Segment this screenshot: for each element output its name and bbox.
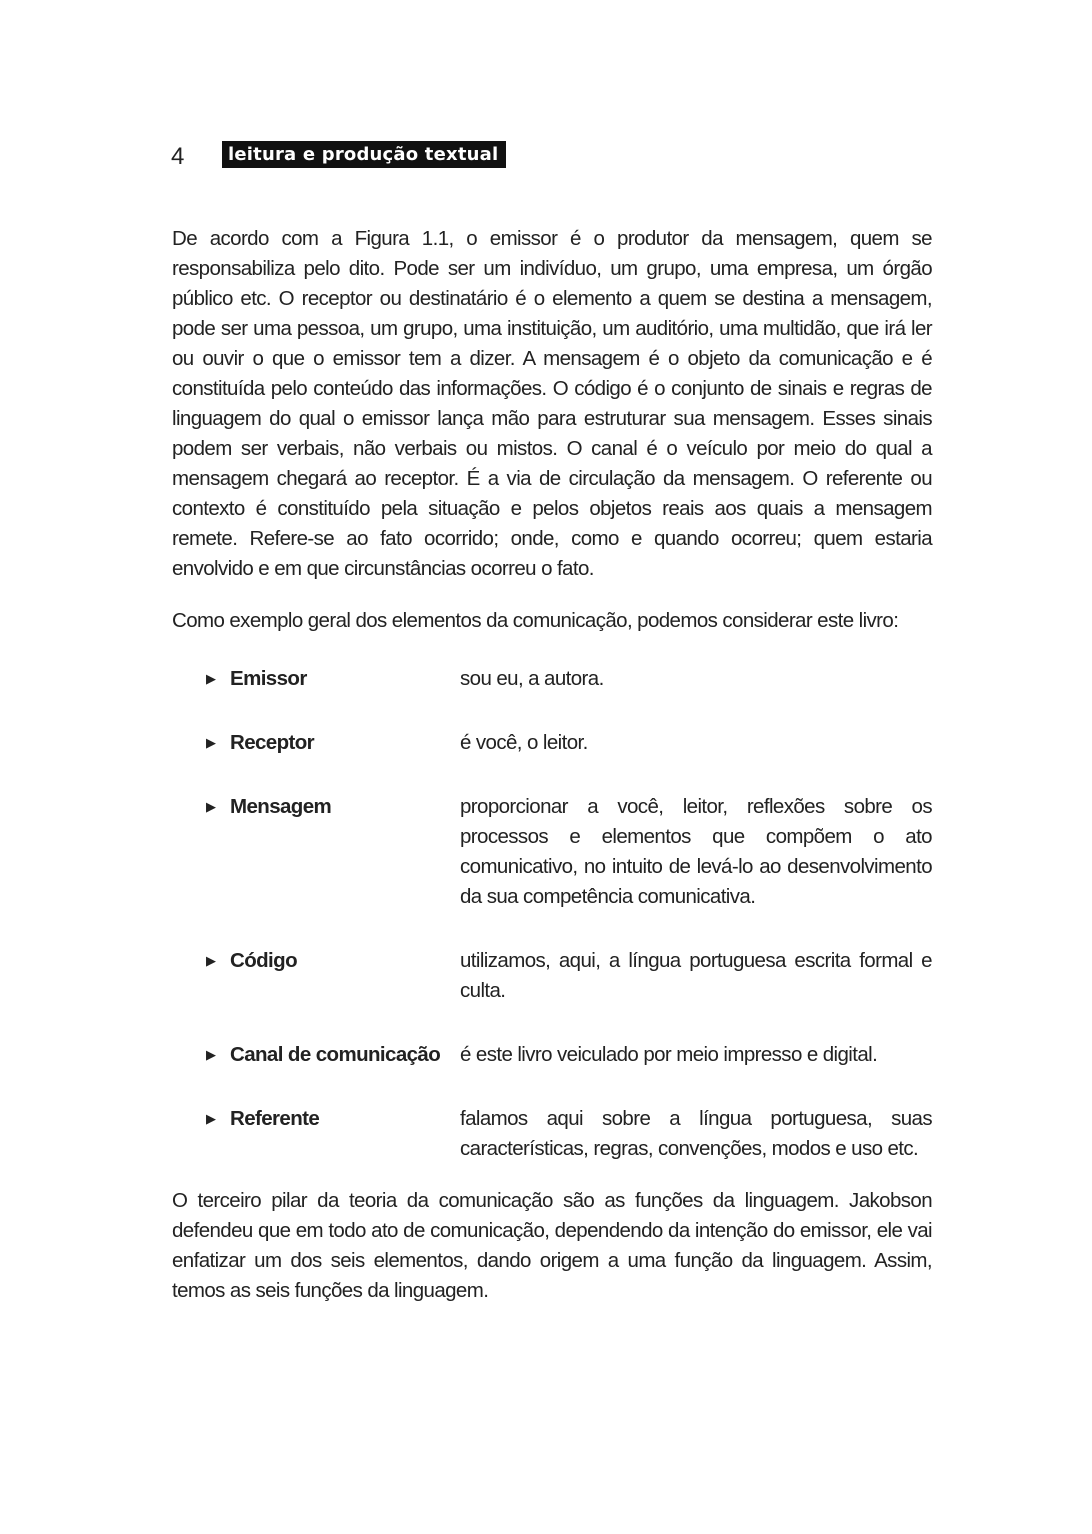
triangle-bullet-icon: ▶ [206, 735, 216, 750]
page-content [172, 224, 932, 1306]
term-label: Canal de comunicação [230, 1043, 441, 1066]
term-label: Emissor [230, 667, 307, 690]
list-item-emissor [172, 664, 932, 694]
paragraph-example-lead: Como exemplo geral dos elementos da comunicação, podemos considerar este livro: [172, 609, 899, 632]
term-description: é você, o leitor. [460, 731, 588, 754]
triangle-bullet-icon: ▶ [206, 1111, 216, 1126]
list-item-receptor [172, 728, 932, 758]
term-description: utilizamos, aqui, a língua portuguesa escrita formal e culta. [460, 949, 932, 1002]
term-description: proporcionar a você, leitor, reflexões sobre os processos e elementos que compõem o ato comunicativo, no intuito de levá-lo ao desenvolvimento da sua competência comunicativa. [460, 795, 932, 908]
term-description: falamos aqui sobre a língua portuguesa, suas características, regras, convenções, modos e uso etc. [460, 1107, 932, 1160]
triangle-bullet-icon: ▶ [206, 799, 216, 814]
list-item-referente [172, 1104, 932, 1164]
triangle-bullet-icon: ▶ [206, 953, 216, 968]
term-label: Código [230, 949, 297, 972]
term-description: é este livro veiculado por meio impresso e digital. [460, 1043, 878, 1066]
term-label: Receptor [230, 731, 315, 754]
page-number: 4 [171, 143, 185, 170]
triangle-bullet-icon: ▶ [206, 671, 216, 686]
list-item-mensagem [172, 792, 932, 912]
term-label: Mensagem [230, 795, 332, 818]
triangle-bullet-icon: ▶ [206, 1047, 216, 1062]
paragraph-intro: De acordo com a Figura 1.1, o emissor é o produtor da mensagem, quem se responsabiliza pelo dito. Pode ser um indivíduo, um grupo, uma empresa, um órgão público etc. O receptor ou destinatário é o elemento a quem se destina a mensagem, pode ser uma pessoa, um grupo, uma instituição, um auditório, uma multidão, que irá ler ou ouvir o que o emissor tem a dizer. A mensagem é o objeto da comunicação e é constituída pelo conteúdo das informações. O código é o conjunto de sinais e regras de linguagem do qual o emissor lança mão para estruturar sua mensagem. Esses sinais podem ser verbais, não verbais ou mistos. O canal é o veículo por meio do qual a mensagem chegará ao receptor. É a via de circulação da mensagem. O referente ou contexto é constituído pela situação e pelos objetos reais aos quais a mensagem remete. Refere-se ao fato ocorrido; onde, como e quando ocorreu; quem estaria envolvido e em que circunstâncias ocorreu o fato. [172, 227, 932, 580]
list-item-codigo [172, 946, 932, 1006]
list-item-canal [172, 1040, 932, 1070]
paragraph-functions: O terceiro pilar da teoria da comunicação são as funções da linguagem. Jakobson defendeu que em todo ato de comunicação, dependendo da intenção do emissor, ele vai enfatizar um dos seis elementos, dando origem a uma função da linguagem. Assim, temos as seis funções da linguagem. [172, 1189, 932, 1302]
running-header-title: leitura e produção textual [222, 141, 506, 168]
term-description: sou eu, a autora. [460, 667, 604, 690]
communication-elements-list [172, 664, 932, 1164]
term-label: Referente [230, 1107, 320, 1130]
